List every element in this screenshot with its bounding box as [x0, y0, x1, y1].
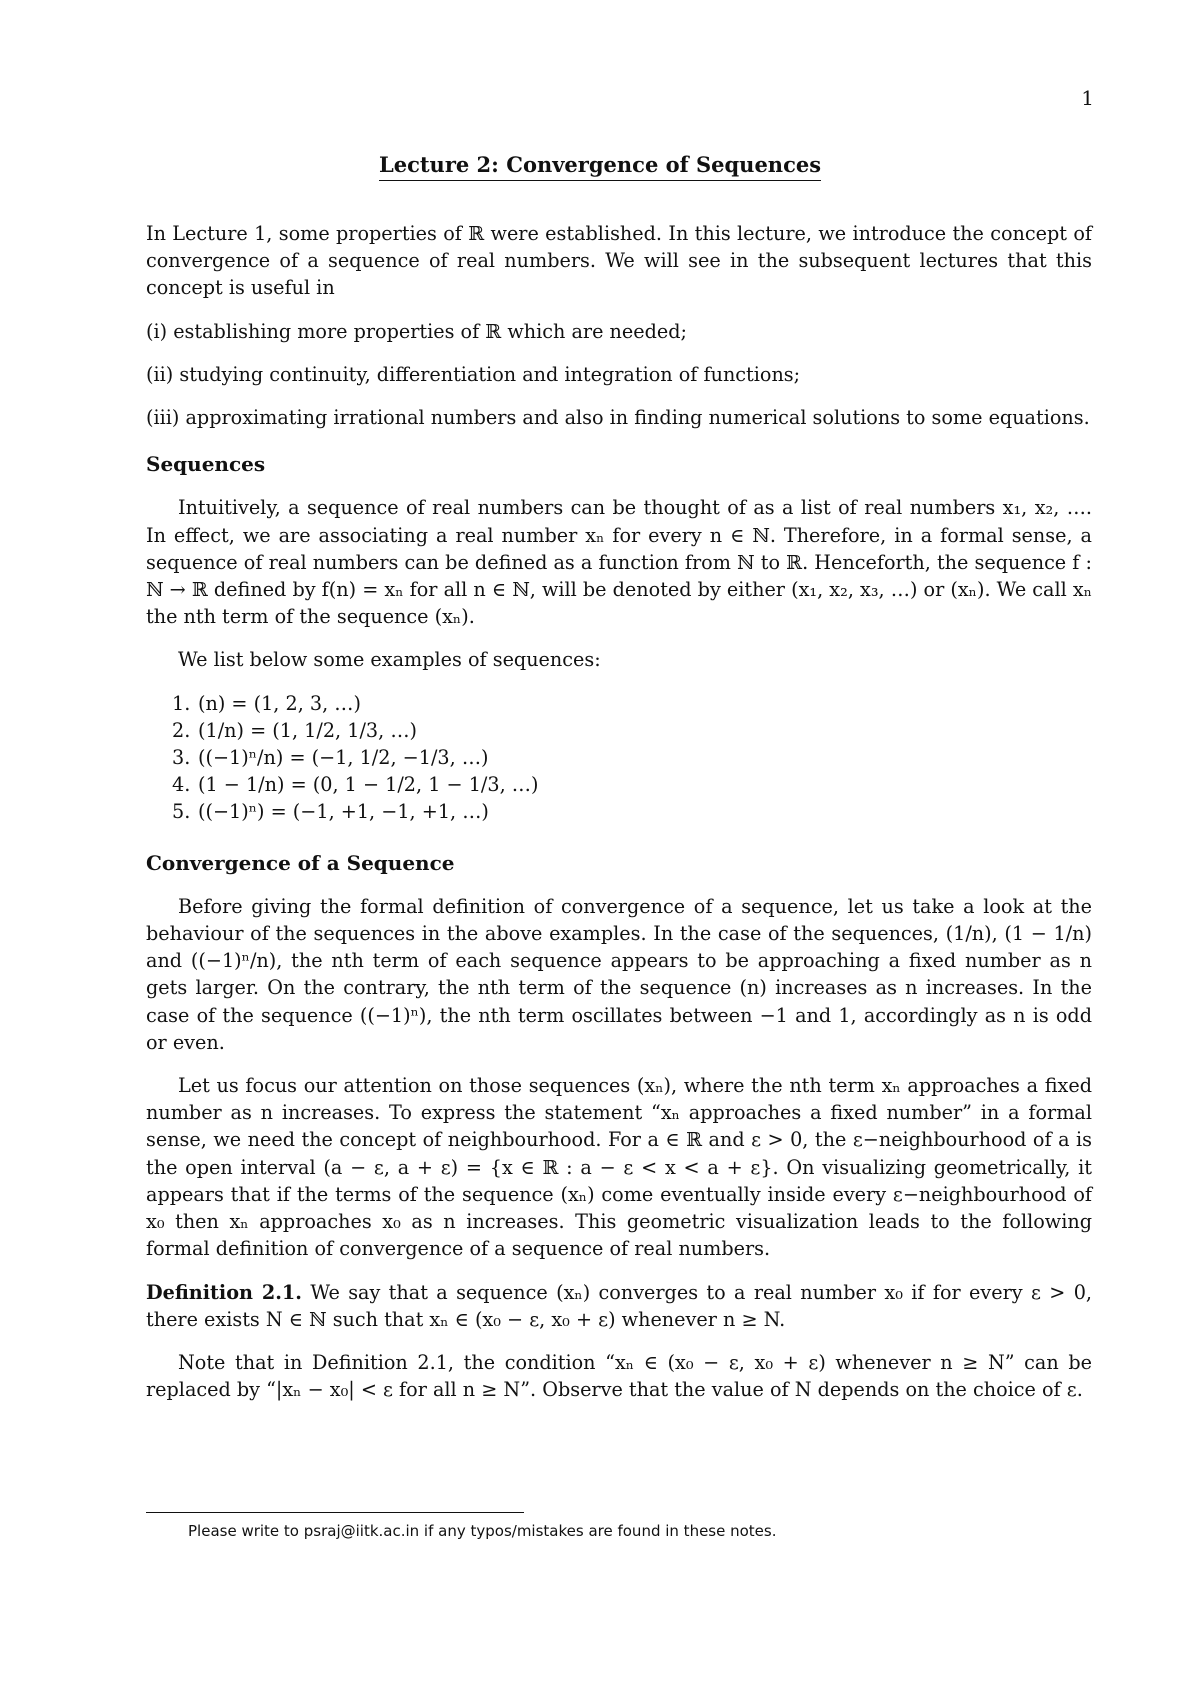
- section-heading-convergence: Convergence of a Sequence: [146, 850, 455, 875]
- list-item-text: (n) = (1, 2, 3, …): [198, 691, 361, 715]
- list-item-number: 3.: [172, 746, 191, 770]
- section-heading-sequences: Sequences: [146, 452, 266, 477]
- definition-block: [146, 1279, 1092, 1333]
- list-item: [172, 717, 1092, 744]
- footnote-rule: [146, 1512, 524, 1513]
- convergence-paragraph-1: Before giving the formal definition of convergence of a sequence, let us take a look at the behaviour of the sequences in the above examples. In the case of the sequences, (1/n), (1 − 1/n) and ((−1)ⁿ/n), the nth term of each sequence appears to be approaching a fixed number as n gets larger. On the contrary, the nth term of the sequence (n) increases as n increases. In the case of the sequence ((−1)ⁿ), the nth term oscillates between −1 and 1, accordingly as n is odd or even.: [146, 894, 1092, 1054]
- footnote: Please write to psraj@iitk.ac.in if any typos/mistakes are found in these notes.: [188, 1522, 777, 1540]
- intro-paragraph: In Lecture 1, some properties of ℝ were established. In this lecture, we introduce the concept of convergence of a sequence of real numbers. We will see in the subsequent lectures that this concept is useful in: [146, 222, 1092, 300]
- list-item: [172, 798, 1092, 825]
- use-item-1: (i) establishing more properties of ℝ which are needed;: [146, 319, 687, 343]
- list-item-text: (1 − 1/n) = (0, 1 − 1/2, 1 − 1/3, …): [198, 773, 539, 797]
- examples-list: [146, 690, 1092, 826]
- definition-text: We say that a sequence (xₙ) converges to a real number x₀ if for every ε > 0, there exists N ∈ ℕ such that xₙ ∈ (x₀ − ε, x₀ + ε) whenever n ≥ N.: [146, 1280, 1092, 1331]
- use-item-2: (ii) studying continuity, differentiation and integration of functions;: [146, 362, 801, 386]
- list-item: [172, 690, 1092, 717]
- sequences-paragraph: Intuitively, a sequence of real numbers can be thought of as a list of real numbers x₁, x₂, …. In effect, we are associating a real number xₙ for every n ∈ ℕ. Therefore, in a formal sense, a sequence of real numbers can be defined as a function from ℕ to ℝ. Henceforth, the sequence f : ℕ → ℝ defined by f(n) = xₙ for all n ∈ ℕ, will be denoted by either (x₁, x₂, x₃, …) or (xₙ). We call xₙ the nth term of the sequence (xₙ).: [146, 496, 1092, 629]
- use-item-3: (iii) approximating irrational numbers and also in finding numerical solutions to some equations.: [146, 406, 1090, 430]
- document-body: [146, 220, 1092, 1403]
- list-item-number: 4.: [172, 773, 191, 797]
- list-item: [172, 771, 1092, 798]
- examples-intro: We list below some examples of sequences:: [178, 648, 601, 672]
- note-paragraph: Note that in Definition 2.1, the condition “xₙ ∈ (x₀ − ε, x₀ + ε) whenever n ≥ N” can be replaced by “|xₙ − x₀| < ε for all n ≥ N”. Observe that the value of N depends on the choice of ε.: [146, 1350, 1092, 1402]
- list-item: [172, 744, 1092, 771]
- list-item-text: ((−1)ⁿ) = (−1, +1, −1, +1, …): [198, 800, 489, 824]
- convergence-paragraph-2: Let us focus our attention on those sequences (xₙ), where the nth term xₙ approaches a fixed number as n increases. To express the statement “xₙ approaches a fixed number” in a formal sense, we need the concept of neighbourhood. For a ∈ ℝ and ε > 0, the ε−neighbourhood of a is the open interval (a − ε, a + ε) = {x ∈ ℝ : a − ε < x < a + ε}. On visualizing geometrically, it appears that if the terms of the sequence (xₙ) come eventually inside every ε−neighbourhood of x₀ then xₙ approaches x₀ as n increases. This geometric visualization leads to the following formal definition of convergence of a sequence of real numbers.: [146, 1074, 1092, 1261]
- list-item-text: (1/n) = (1, 1/2, 1/3, …): [198, 718, 417, 742]
- list-item-text: ((−1)ⁿ/n) = (−1, 1/2, −1/3, …): [198, 746, 489, 770]
- list-item-number: 2.: [172, 718, 191, 742]
- page-number: 1: [1081, 86, 1094, 110]
- definition-label: Definition 2.1.: [146, 1280, 302, 1304]
- lecture-title: Lecture 2: Convergence of Sequences: [379, 152, 821, 181]
- list-item-number: 1.: [172, 691, 191, 715]
- lecture-title-block: [0, 152, 1200, 177]
- list-item-number: 5.: [172, 800, 191, 824]
